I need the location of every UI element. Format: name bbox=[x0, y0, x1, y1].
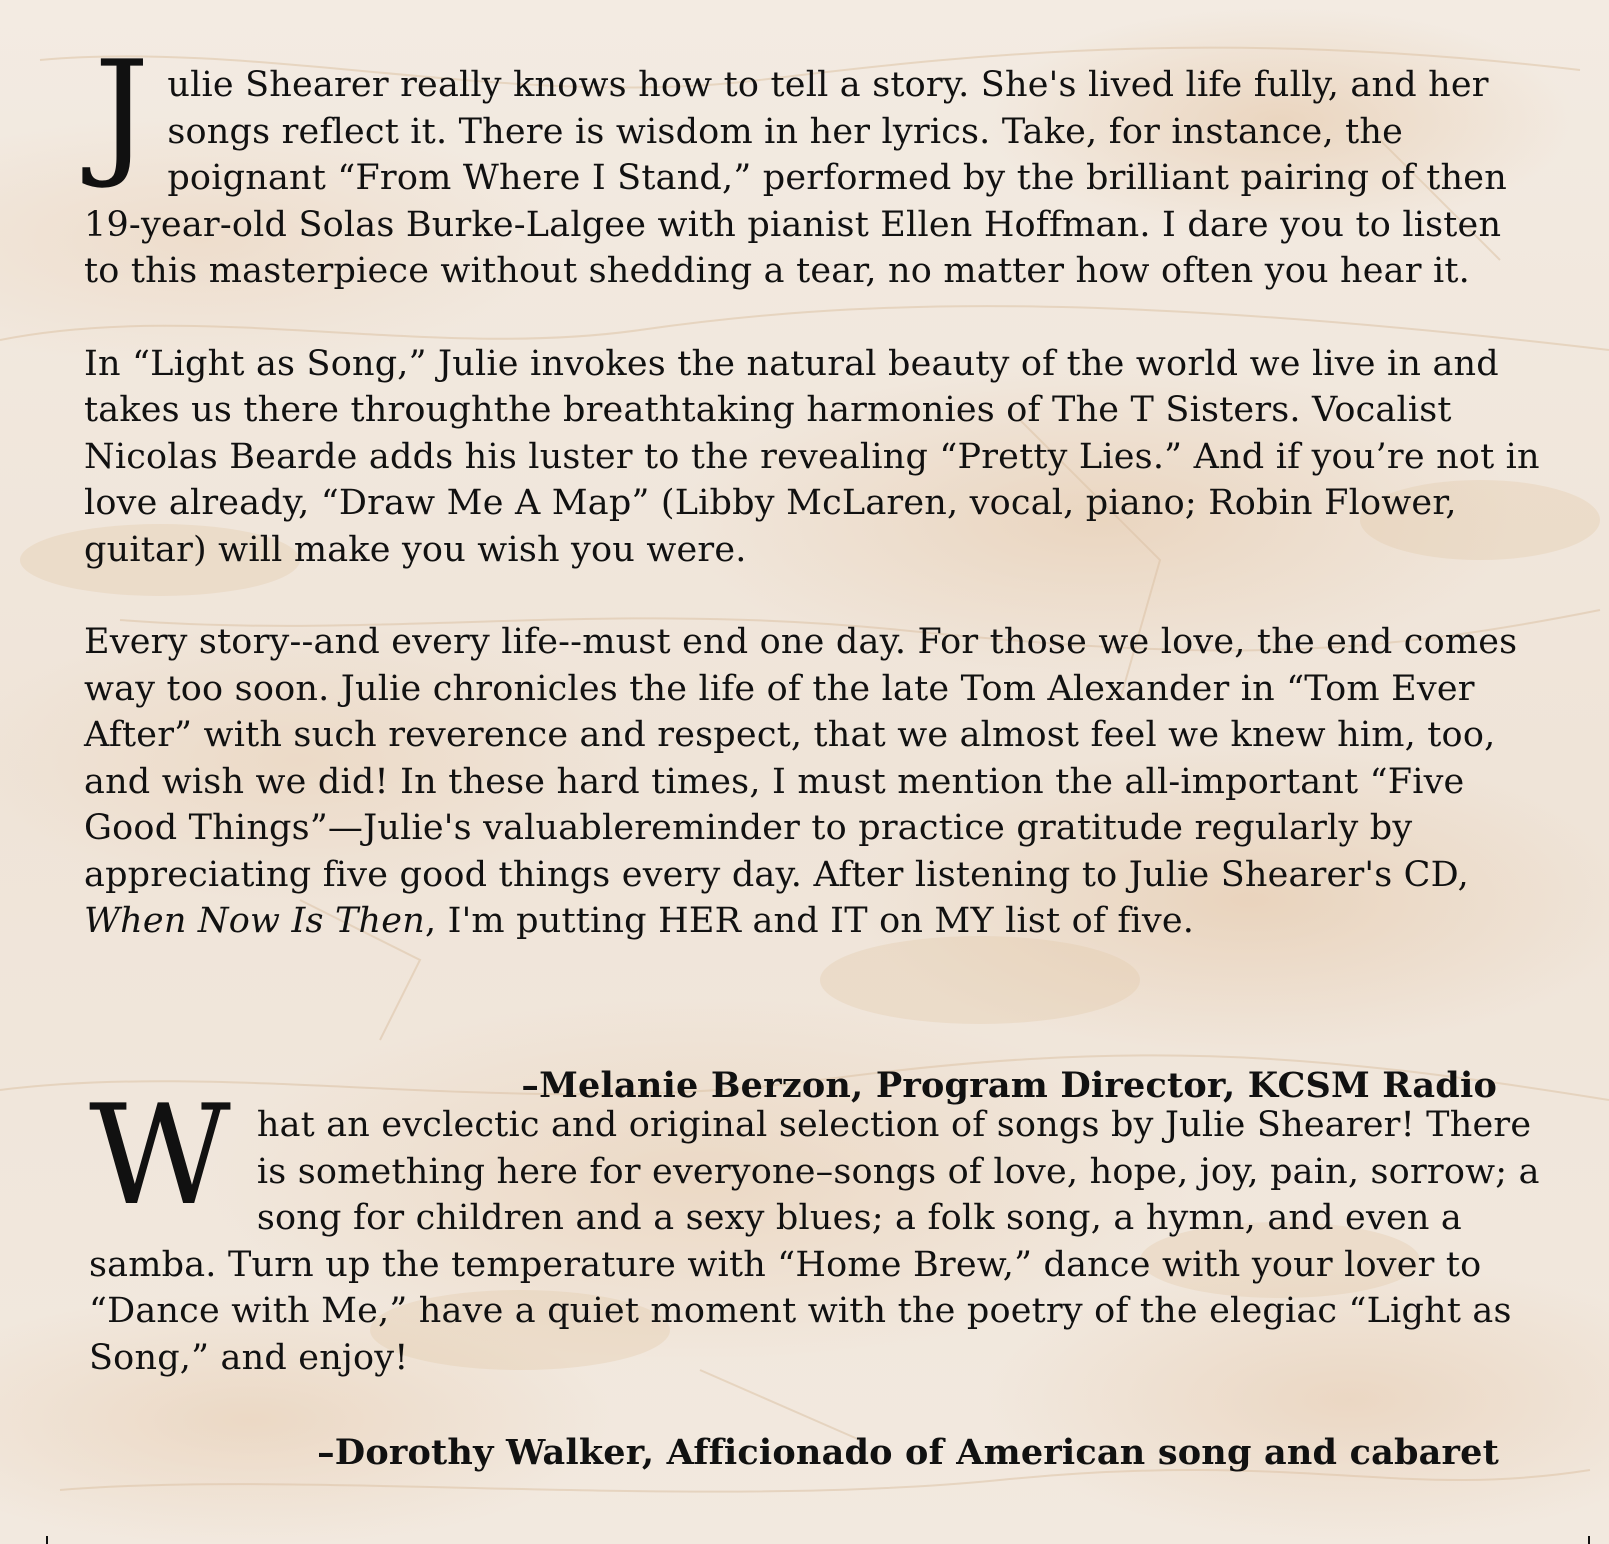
paragraph-intro: ulie Shearer really knows how to tell a story. She's lived life fully, and her songs reflect it. There is wisdom in her lyrics. Take, for instance, the poignant “From Where I Stand,” performed by the brilliant pairing of then 19-year-old Solas Burke-Lalgee with pianist Ellen Hoffman. I dare you to listen to this masterpiece without shedding a tear, no matter how often you hear it. bbox=[84, 65, 1507, 291]
crop-mark-right bbox=[1588, 1536, 1590, 1544]
crop-mark-left bbox=[46, 1536, 48, 1544]
paragraph-spacer bbox=[84, 295, 1544, 341]
paragraph-text: , I'm putting HER and IT on MY list of five. bbox=[424, 901, 1195, 941]
paragraph-every-story bbox=[84, 619, 1544, 945]
review-melanie-berzon bbox=[0, 31, 1609, 945]
paragraph-light-as-song: In “Light as Song,” Julie invokes the natural beauty of the world we live in and takes us there throughthe breathtaking harmonies of The T Sisters. Vocalist Nicolas Bearde adds his luster to the revealing “Pretty Lies.” And if you’re not in love already, “Draw Me A Map” (Libby McLaren, vocal, piano; Robin Flower, guitar) will make you wish you were. bbox=[84, 343, 1540, 570]
cd-title: When Now Is Then bbox=[84, 901, 425, 941]
attribution-dorothy-walker: –Dorothy Walker, Afficionado of American song and cabaret bbox=[317, 1432, 1499, 1473]
paragraph-text: Every story--and every life--must end one day. For those we love, the end comes way too soon. Julie chronicles the life of the late Tom Alexander in “Tom Ever After” with such reverence and respect, that we almost feel we knew him, too, and wish we did! In these hard times, I must mention the all-important “Five Good Things”—Julie's valuablereminder to practice gratitude regularly by appreciating five good things every day. After listening to Julie Shearer's CD, bbox=[84, 622, 1518, 895]
paragraph-spacer bbox=[84, 573, 1544, 619]
drop-cap-w: W bbox=[89, 1075, 231, 1236]
paragraph-eclectic: hat an evclectic and original selection of songs by Julie Shearer! There is something here for everyone–songs of love, hope, joy, pain, sorrow; a song for children and a sexy blues; a folk song, a hymn, and even a samba. Turn up the temperature with “Home Brew,” dance with your lover to “Dance with Me,” have a quiet moment with the poetry of the elegiac “Light as Song,” and enjoy! bbox=[89, 1105, 1540, 1378]
attribution-melanie-berzon: –Melanie Berzon, Program Director, KCSM Radio bbox=[521, 1065, 1497, 1106]
review-body bbox=[84, 31, 1544, 945]
drop-cap-j: J bbox=[94, 31, 150, 192]
